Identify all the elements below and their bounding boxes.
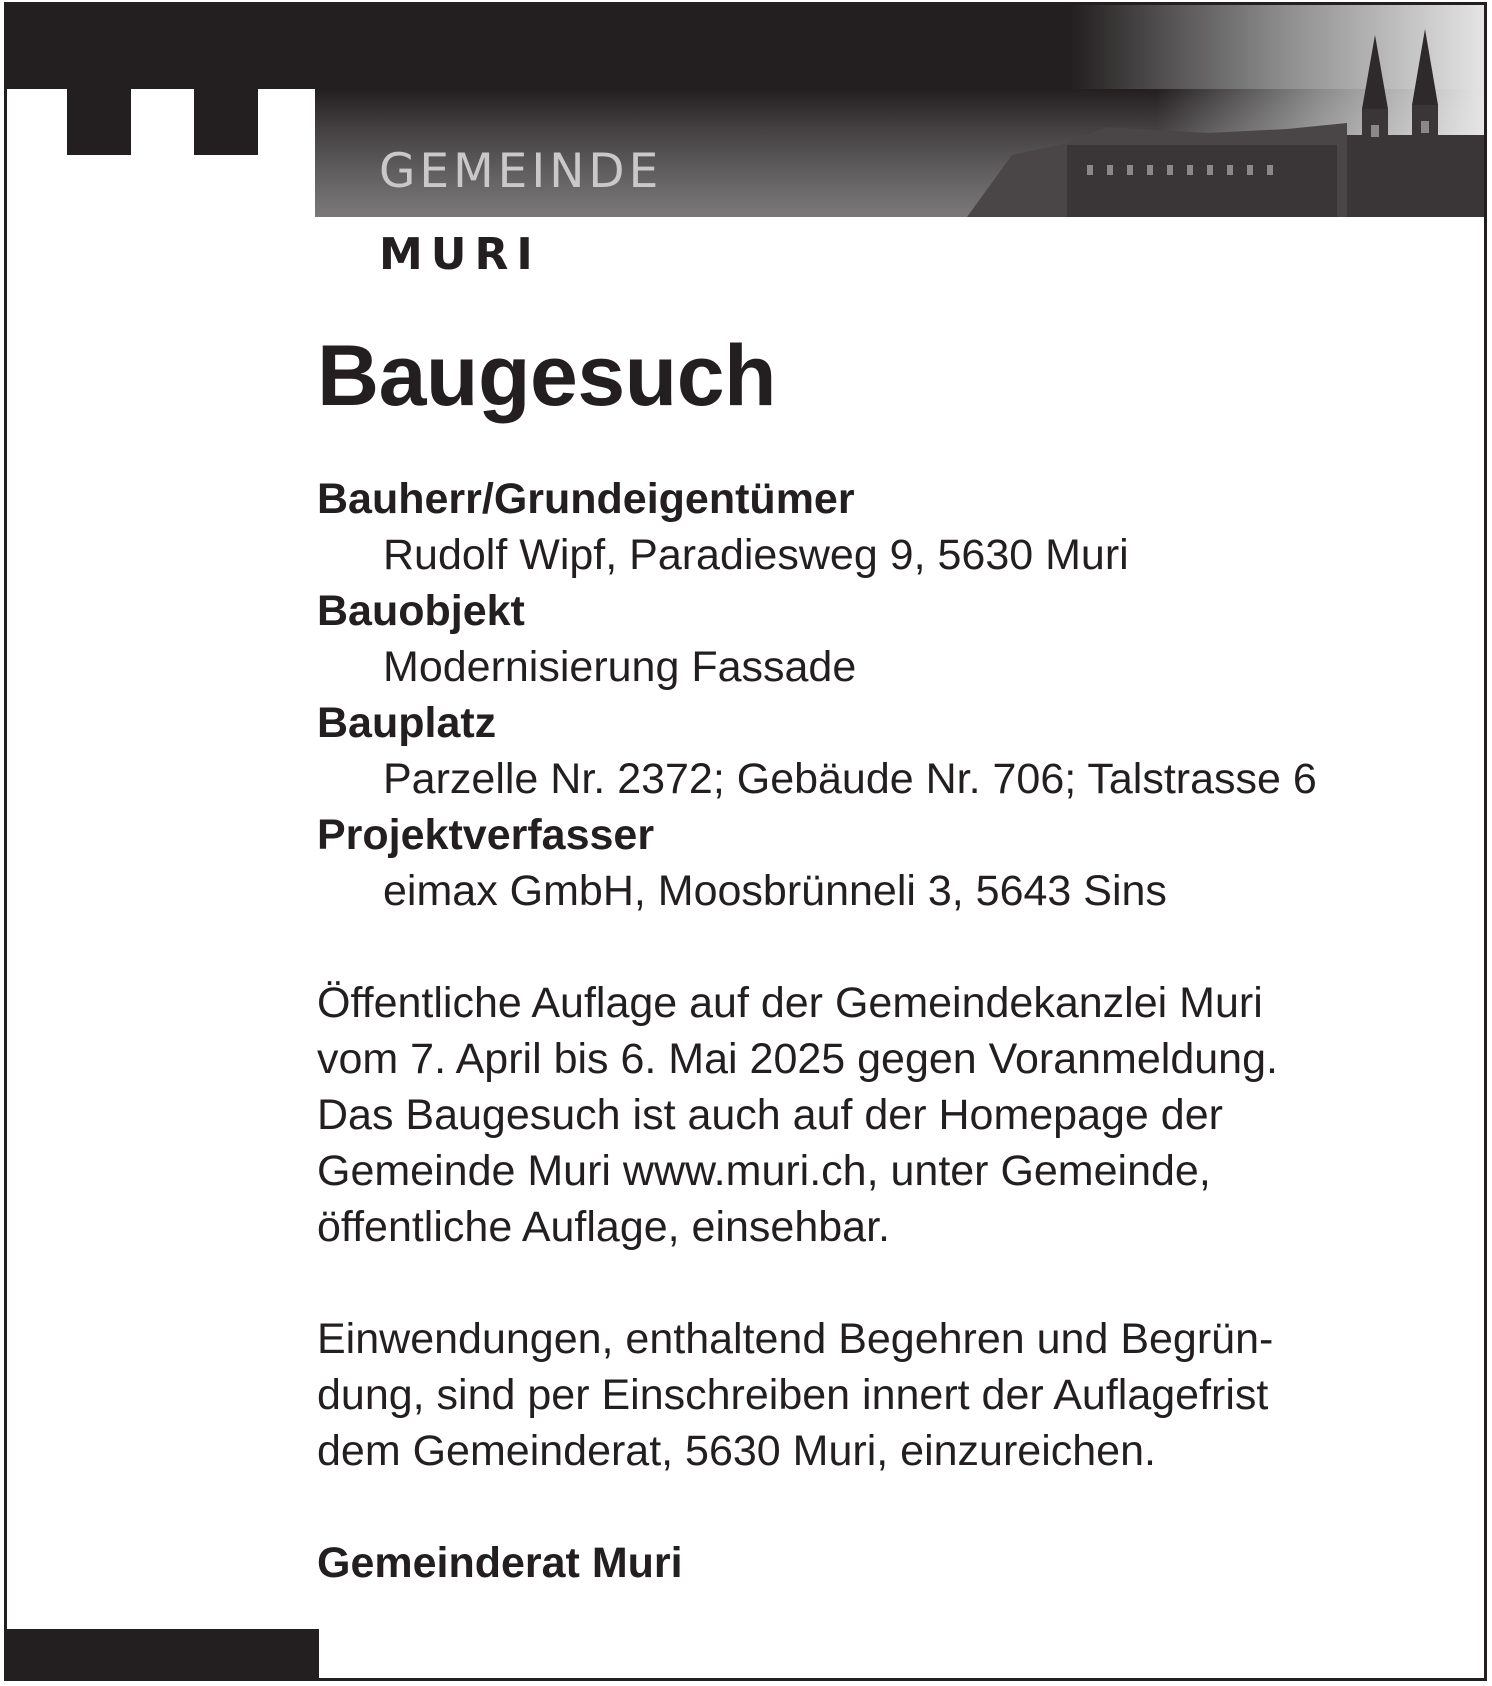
- field-label-bauherr: Bauherr/Grundeigentümer: [317, 475, 855, 523]
- brand-gemeinde: GEMEINDE: [379, 144, 663, 199]
- einwendungen-line: dung, sind per Einschreiben innert der Auflagefrist: [317, 1371, 1269, 1419]
- notice-frame: [4, 2, 1487, 1681]
- field-value-bauplatz: Parzelle Nr. 2372; Gebäude Nr. 706; Talstrasse 6: [383, 755, 1317, 803]
- notice-fields: [317, 471, 1437, 919]
- footer-bar: [7, 1629, 319, 1681]
- brand-muri: MURI: [379, 229, 541, 280]
- notice-content: [317, 328, 1437, 1591]
- einwendungen-paragraph: [317, 1311, 1437, 1479]
- einwendungen-line: dem Gemeinderat, 5630 Muri, einzureichen.: [317, 1427, 1156, 1475]
- auflage-paragraph: [317, 975, 1437, 1255]
- auflage-line: öffentliche Auflage, einsehbar.: [317, 1203, 890, 1251]
- auflage-line: Öffentliche Auflage auf der Gemeindekanzlei Muri: [317, 979, 1263, 1027]
- banner-graphic: [7, 5, 1484, 295]
- notice-title: Baugesuch: [317, 328, 777, 424]
- signature: Gemeinderat Muri: [317, 1539, 683, 1587]
- einwendungen-line: Einwendungen, enthaltend Begehren und Begrün-: [317, 1315, 1274, 1363]
- auflage-line: vom 7. April bis 6. Mai 2025 gegen Voranmeldung.: [317, 1035, 1278, 1083]
- field-label-bauobjekt: Bauobjekt: [317, 587, 525, 635]
- field-value-bauobjekt: Modernisierung Fassade: [383, 643, 857, 691]
- field-label-bauplatz: Bauplatz: [317, 699, 497, 747]
- auflage-line: Das Baugesuch ist auch auf der Homepage der: [317, 1091, 1223, 1139]
- field-value-projektverfasser: eimax GmbH, Moosbrünneli 3, 5643 Sins: [383, 867, 1167, 915]
- header-banner: [7, 5, 1484, 295]
- auflage-line: Gemeinde Muri www.muri.ch, unter Gemeinde,: [317, 1147, 1211, 1195]
- field-label-projektverfasser: Projektverfasser: [317, 811, 655, 859]
- field-value-bauherr: Rudolf Wipf, Paradiesweg 9, 5630 Muri: [383, 531, 1129, 579]
